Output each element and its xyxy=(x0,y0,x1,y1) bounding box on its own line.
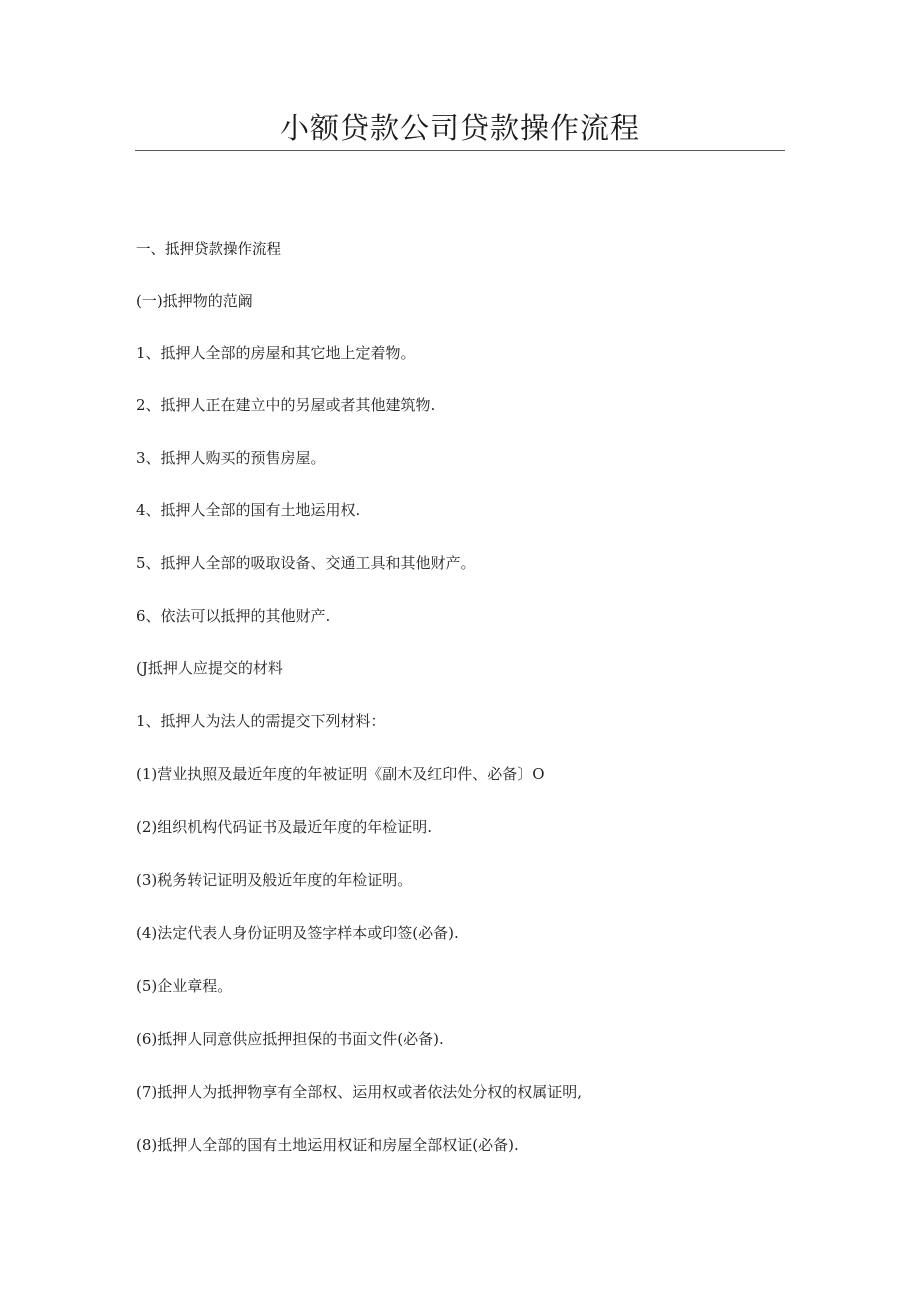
collateral-item: 4、抵押人全部的国有土地运用权. xyxy=(136,501,361,519)
material-item: (7)抵押人为抵押物享有全部权、运用权或者依法处分权的权属证明, xyxy=(136,1083,583,1101)
collateral-item: 2、抵押人正在建立中的另屋或者其他建筑物. xyxy=(136,396,436,414)
material-item: (6)抵押人同意供应抵押担保的书面文件(必备). xyxy=(136,1030,444,1048)
collateral-item: 6、依法可以抵押的其他财产. xyxy=(136,607,331,625)
collateral-item: 1、抵押人全部的房屋和其它地上定着物。 xyxy=(136,344,416,362)
materials-intro: 1、抵押人为法人的需提交下列材料： xyxy=(136,712,386,730)
title-underline xyxy=(135,150,785,151)
collateral-item: 3、抵押人购买的预售房屋。 xyxy=(136,449,326,467)
material-item: (3)税务转记证明及般近年度的年检证明。 xyxy=(136,871,413,889)
collateral-item: 5、抵押人全部的吸取设备、交通工具和其他财产。 xyxy=(136,554,476,572)
material-item: (8)抵押人全部的国有土地运用权证和房屋全部权证(必备). xyxy=(136,1136,519,1154)
section-heading: 一、抵押贷款操作流程 xyxy=(136,242,281,258)
material-item: (1)营业执照及最近年度的年被证明《副木及红印件、必备〕O xyxy=(136,765,545,783)
document-title: 小额贷款公司贷款操作流程 xyxy=(279,111,640,145)
material-item: (4)法定代表人身份证明及签字样本或印签(必备). xyxy=(136,924,459,942)
subsection-heading-collateral-scope: (一)抵押物的范阚 xyxy=(136,292,253,310)
material-item: (2)组织机构代码证书及最近年度的年检证明. xyxy=(136,818,433,836)
material-item: (5)企业章程。 xyxy=(136,977,233,995)
subsection-heading-required-materials: (J抵押人应提交的材料 xyxy=(136,659,283,677)
